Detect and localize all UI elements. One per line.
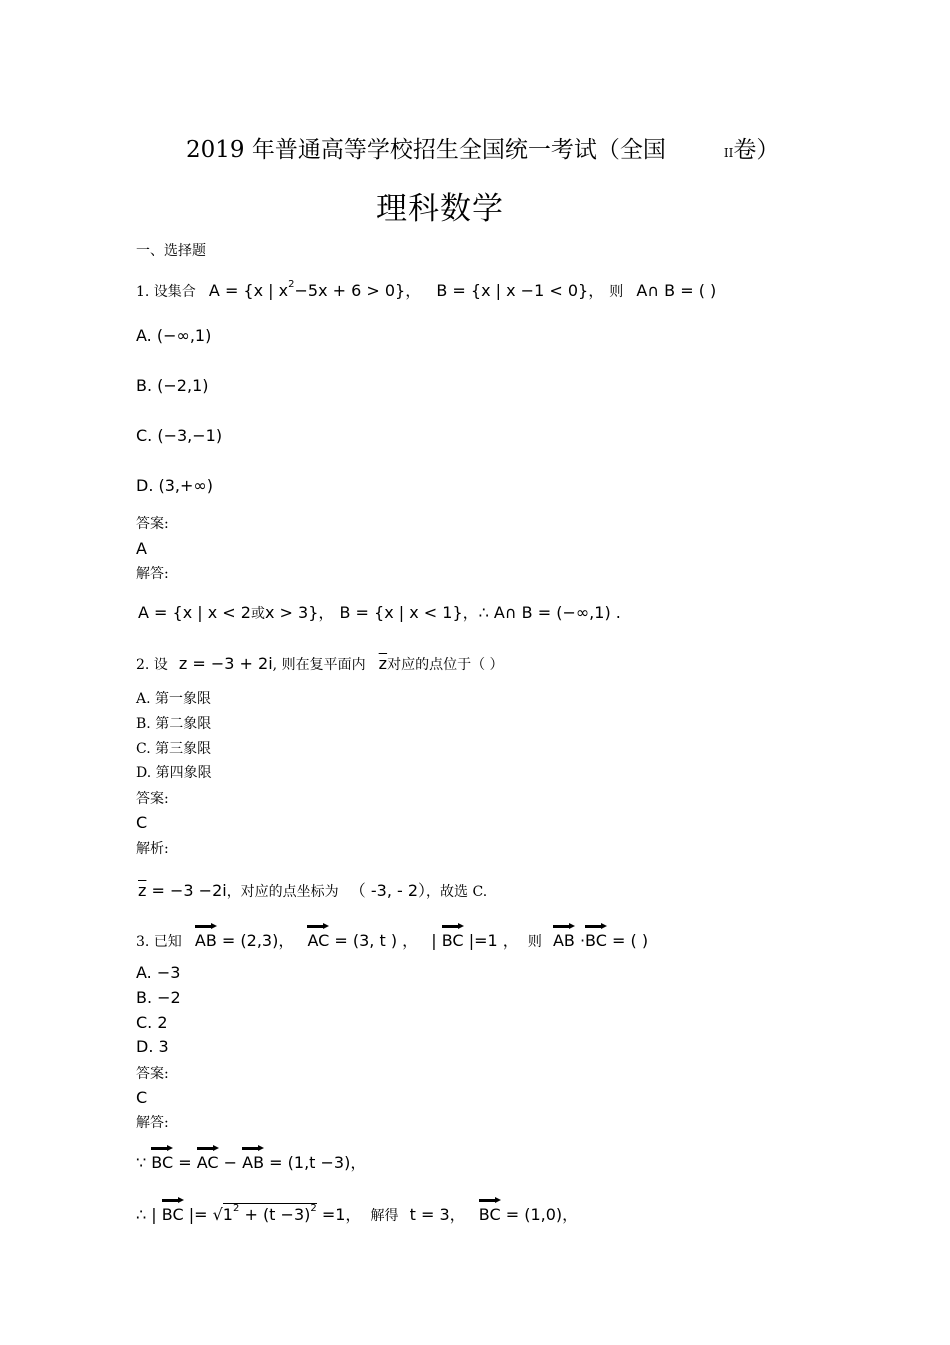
q1-ask-mid: 则 xyxy=(609,284,624,300)
q3-dot: · xyxy=(574,931,586,950)
q1-option-b: B. (−2,1) xyxy=(136,376,209,395)
q2-option-d: D. 第四象限 xyxy=(136,765,212,781)
question-3 xyxy=(136,928,648,951)
q1-solution-label: 解答: xyxy=(136,566,169,582)
q3-s2-solve: 解得 xyxy=(370,1208,399,1224)
q1-set-a: A = {x | x xyxy=(208,281,289,300)
q2-sol-point: （ -3, - 2） xyxy=(349,881,427,900)
q3-option-d: D. 3 xyxy=(136,1037,169,1056)
q1-exponent: 2 xyxy=(288,279,295,290)
title-end: 卷） xyxy=(733,137,780,163)
q3-abs-right: |=1 ， xyxy=(463,931,519,950)
q1-answer-label: 答案: xyxy=(136,516,169,532)
q3-answer: C xyxy=(136,1088,148,1107)
q2-sol-zbar: $\overline{z}$ xyxy=(138,881,147,900)
q2-sol-mid: ，对应的点坐标为 xyxy=(226,884,339,900)
vector-arrow-icon xyxy=(195,923,217,929)
q1-set-a-end: −5x + 6 > 0}， xyxy=(294,281,422,300)
q3-s1-eq: = xyxy=(173,1153,197,1172)
q3-s1-vector-bc: BC xyxy=(151,1153,173,1172)
q1-prefix: 1. 设集合 xyxy=(136,284,196,300)
q1-solution-or: 或 xyxy=(250,606,265,622)
q1-solution-a: A = {x | x < 2 xyxy=(138,603,251,622)
vector-arrow-icon xyxy=(162,1197,184,1203)
q3-abs-left: | xyxy=(431,931,442,950)
q2-zbar: $\overline{z}$ xyxy=(378,654,388,673)
section-heading: 一、选择题 xyxy=(136,243,206,259)
question-2 xyxy=(136,654,504,674)
q3-s2-mid: |= √ xyxy=(183,1205,223,1224)
q2-solution xyxy=(138,878,487,901)
therefore-symbol: ∴ | xyxy=(136,1205,162,1224)
q1-solution-b: x > 3}， B = {x | x < 1}，∴ A∩ B = (−∞,1) . xyxy=(264,603,621,622)
q1-option-a: A. (−∞,1) xyxy=(136,326,212,345)
q3-solution-label: 解答: xyxy=(136,1115,169,1131)
vector-arrow-icon xyxy=(307,923,329,929)
q2-prefix: 2. 设 xyxy=(136,657,168,673)
q3-answer-label: 答案: xyxy=(136,1066,169,1082)
page-subtitle: 理科数学 xyxy=(376,191,504,227)
vector-arrow-icon xyxy=(442,923,464,929)
vector-arrow-icon xyxy=(197,1145,219,1151)
q3-s2-eq: =1， xyxy=(316,1205,362,1224)
q1-ask: A∩ B = ( ) xyxy=(636,281,717,300)
q1-answer: A xyxy=(136,539,147,558)
q3-s1-vector-ac: AC xyxy=(197,1153,219,1172)
q2-option-a: A. 第一象限 xyxy=(136,691,212,707)
q3-s2-t: t = 3， xyxy=(409,1205,466,1224)
vector-arrow-icon xyxy=(151,1145,173,1151)
vector-arrow-icon xyxy=(553,923,575,929)
q3-s1-vector-ab: AB xyxy=(242,1153,264,1172)
q3-prefix: 3. 已知 xyxy=(136,934,182,950)
q2-answer-label: 答案: xyxy=(136,791,169,807)
vector-arrow-icon xyxy=(479,1197,501,1203)
title-main: 2019 年普通高等学校招生全国统一考试（全国 xyxy=(186,137,666,163)
question-1 xyxy=(136,278,716,301)
q2-option-b: B. 第二象限 xyxy=(136,716,212,732)
q3-option-a: A. −3 xyxy=(136,963,181,982)
because-symbol: ∵ xyxy=(136,1153,152,1172)
q3-solution-line-1 xyxy=(136,1150,366,1173)
q3-ac-val: = (3, t ) ， xyxy=(329,931,419,950)
q3-vector-ac: AC xyxy=(307,931,329,950)
q3-ab-val: = (2,3)， xyxy=(216,931,295,950)
q2-mid: , 则在复平面内 xyxy=(272,657,366,673)
q2-option-c: C. 第三象限 xyxy=(136,741,212,757)
q1-solution xyxy=(138,600,621,623)
q3-s1-val: = (1,t −3)， xyxy=(264,1153,367,1172)
q2-sol-end: ，故选 C. xyxy=(426,884,488,900)
vector-arrow-icon xyxy=(585,923,607,929)
q1-option-c: C. (−3,−1) xyxy=(136,426,223,445)
q1-set-b: B = {x | x −1 < 0}， xyxy=(436,281,605,300)
q3-s2-vector-bc: BC xyxy=(162,1205,184,1224)
q3-solution-line-2 xyxy=(136,1202,578,1225)
q2-answer: C xyxy=(136,813,148,832)
q3-s1-minus: − xyxy=(218,1153,243,1172)
q3-vector-bc: BC xyxy=(442,931,464,950)
q2-solution-label: 解析: xyxy=(136,841,169,857)
q3-s2-val: = (1,0)， xyxy=(500,1205,579,1224)
q3-then: 则 xyxy=(527,934,542,950)
q3-dot-vector-ab: AB xyxy=(553,931,575,950)
q1-option-d: D. (3,+∞) xyxy=(136,476,213,495)
vector-arrow-icon xyxy=(242,1145,264,1151)
sqrt-radicand: $1^2 + (t -3)^2$ xyxy=(222,1203,317,1224)
q3-dot-end: = ( ) xyxy=(606,931,649,950)
q2-tail: 对应的点位于（ ） xyxy=(387,657,504,673)
title-roman: II xyxy=(723,146,734,160)
q3-s2-vector-bc2: BC xyxy=(479,1205,501,1224)
q3-option-b: B. −2 xyxy=(136,988,181,1007)
q3-dot-vector-bc: BC xyxy=(585,931,607,950)
q2-expr: z = −3 + 2i xyxy=(178,654,273,673)
page-title xyxy=(186,131,779,164)
q3-vector-ab: AB xyxy=(195,931,217,950)
q2-sol-expr: = −3 −2i xyxy=(146,881,227,900)
q3-option-c: C. 2 xyxy=(136,1013,168,1032)
